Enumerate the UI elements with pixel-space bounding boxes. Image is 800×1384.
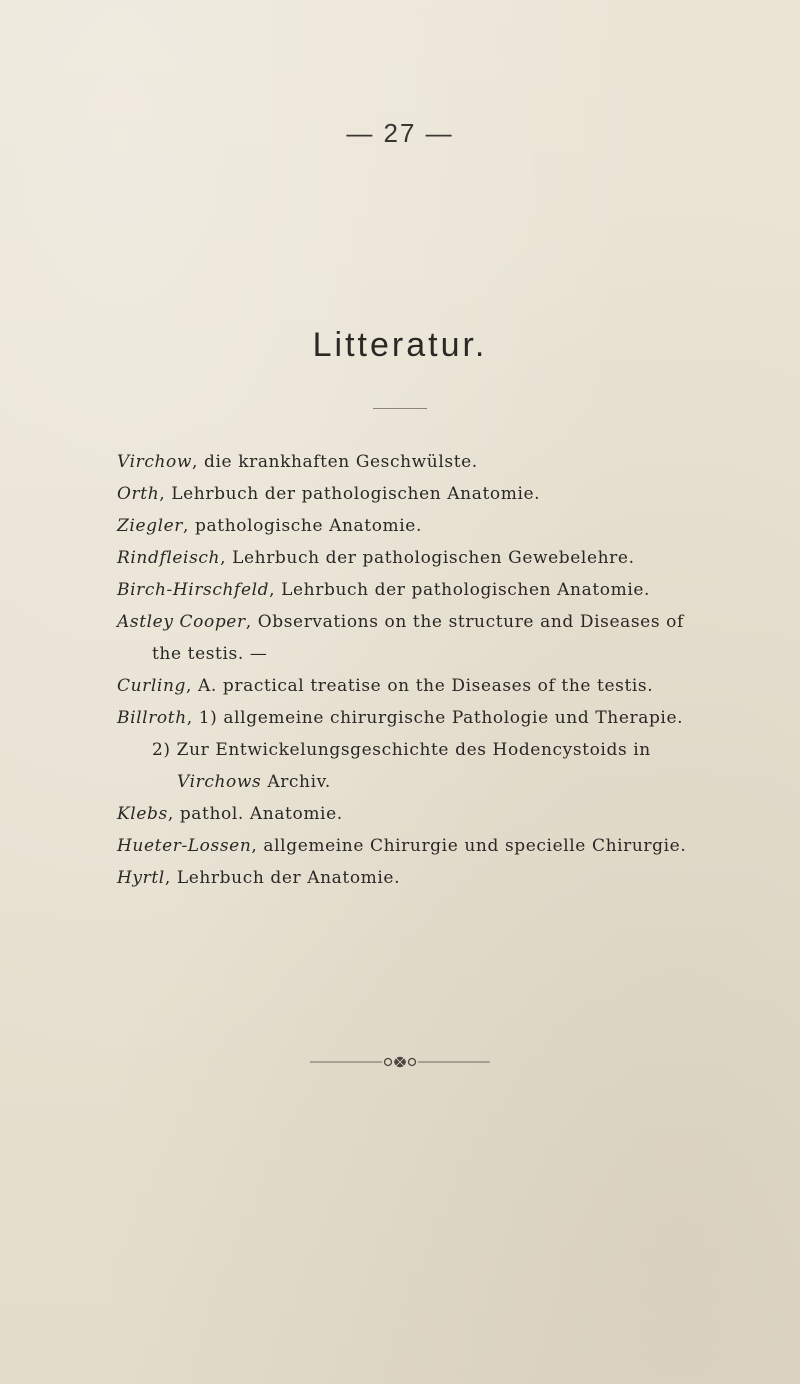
reference-text: , pathologische Anatomie. — [183, 516, 422, 536]
reference-text: 2) Zur Entwickelungsgeschichte des Hodencystoids in — [152, 740, 651, 760]
reference-text: , Lehrbuch der Anatomie. — [164, 868, 401, 888]
title-divider — [373, 408, 427, 409]
reference-subentry — [117, 734, 697, 798]
reference-text: , Observations on the structure and Diseases of the testis. — — [152, 612, 684, 664]
reference-entry — [117, 446, 697, 478]
reference-author: Ziegler — [117, 516, 184, 536]
reference-author: Astley Cooper — [117, 612, 246, 632]
reference-text: , A. practical treatise on the Diseases of the testis. — [186, 676, 654, 696]
reference-author: Birch-Hirschfeld — [117, 580, 270, 600]
reference-author: Billroth — [117, 708, 187, 728]
reference-entry — [117, 542, 697, 574]
reference-entry — [117, 702, 697, 734]
page-number: — 27 — — [346, 118, 454, 148]
reference-text: , Lehrbuch der pathologischen Anatomie. — [159, 484, 541, 504]
reference-list — [117, 446, 697, 894]
reference-author: Klebs — [117, 804, 168, 824]
page-title: Litteratur. — [312, 326, 488, 364]
reference-author: Virchow — [117, 452, 192, 472]
reference-text: Archiv. — [261, 772, 331, 792]
reference-entry — [117, 478, 697, 510]
reference-text: , pathol. Anatomie. — [167, 804, 343, 824]
reference-author: Rindfleisch — [117, 548, 221, 568]
reference-text: , die krankhaften Geschwülste. — [192, 452, 478, 472]
printer-ornament-icon — [310, 1052, 490, 1072]
reference-entry — [117, 830, 697, 862]
reference-entry — [117, 574, 697, 606]
reference-author: Curling — [117, 676, 186, 696]
reference-author: Orth — [117, 484, 160, 504]
reference-entry — [117, 510, 697, 542]
reference-entry — [117, 798, 697, 830]
reference-text: , 1) allgemeine chirurgische Pathologie und Therapie. — [186, 708, 684, 728]
reference-author: Hueter-Lossen — [117, 836, 252, 856]
reference-author: Virchows — [177, 772, 262, 792]
reference-entry — [117, 862, 697, 894]
reference-entry — [117, 670, 697, 702]
reference-text: , allgemeine Chirurgie und specielle Chirurgie. — [251, 836, 687, 856]
reference-text: , Lehrbuch der pathologischen Anatomie. — [269, 580, 651, 600]
reference-entry — [117, 606, 697, 670]
reference-text: , Lehrbuch der pathologischen Gewebelehre. — [220, 548, 635, 568]
reference-author: Hyrtl — [117, 868, 165, 888]
